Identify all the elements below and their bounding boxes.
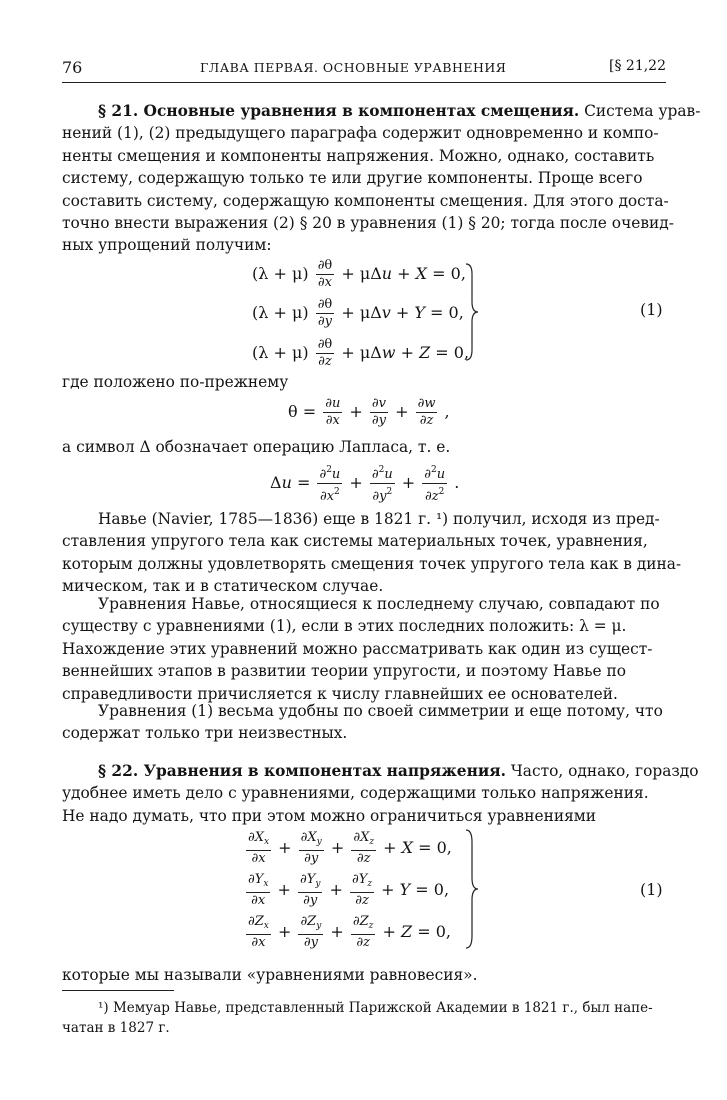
laplace-intro [62, 436, 666, 458]
text-line: составить систему, содержащую компоненты смещения. Для этого доста- [62, 191, 669, 210]
section22-first-line [62, 760, 699, 782]
text-line: систему, содержащую только те или другие компоненты. Проще всего [62, 169, 643, 188]
text-line: существу с уравнениями (1), если в этих последних положить: λ = μ. [62, 617, 627, 636]
text-line: Система урав- [584, 102, 701, 120]
text-line: содержат только три неизвестных. [62, 724, 348, 743]
text-line: ставления упругого тела как системы материальных точек, уравнения, [62, 532, 648, 551]
equation-number: (1) [640, 300, 663, 319]
text-line: удобнее иметь дело с уравнениями, содержащими только напряжения. [62, 784, 649, 803]
text-line: где положено по-прежнему [62, 373, 289, 391]
text-line: Уравнения (1) весьма удобны по своей симметрии и еще потому, что [98, 702, 663, 720]
text-line: нений (1), (2) предыдущего параграфа содержит одновременно и компо- [62, 124, 659, 143]
laplace-definition: Δu = $\frac{\partial^2u}{\partial x^2}$ + $\frac{\partial^2u}{\partial y^2}$ + $\frac{\partial^2u}{\partial z^2}$ . [270, 462, 459, 505]
text-line: ных упрощений получим: [62, 236, 272, 255]
footnote-rule [62, 990, 174, 991]
footnote [62, 998, 666, 1038]
section22-intro [62, 760, 699, 827]
equilibrium-row-x: $\frac{\partial X_x}{\partial x}$ + $\frac{\partial X_y}{\partial y}$ + $\frac{\partial X_z}{\partial z}$ + X = 0, [248, 830, 452, 866]
text-line: ненты смещения и компоненты напряжения. Можно, однако, составить [62, 146, 655, 165]
text-line: которым должны удовлетворять смещения точек упругого тела как в дина- [62, 554, 682, 573]
text-line: Часто, однако, гораздо [510, 762, 699, 780]
running-title: ГЛАВА ПЕРВАЯ. ОСНОВНЫЕ УРАВНЕНИЯ [200, 60, 507, 75]
right-brace-icon [462, 262, 482, 362]
header-rule [62, 82, 666, 83]
text-line: веннейших этапов в развитии теории упругости, и поэтому Навье по [62, 662, 627, 681]
where-line [62, 371, 666, 393]
text-line: мическом, так и в статическом случае. [62, 577, 384, 596]
text-line: точно внести выражения (2) § 20 в уравнения (1) § 20; тогда после очевид- [62, 214, 674, 233]
section21-intro [62, 100, 701, 257]
theta-definition: θ = $\frac{\partial u}{\partial x}$ + $\frac{\partial v}{\partial y}$ + $\frac{\partial w}{\partial z}$ , [288, 396, 450, 428]
equation-row-x: (λ + μ) $\frac{\partial\theta}{\partial x}$ + μΔu + X = 0, [252, 258, 466, 290]
equation-number: (1) [640, 880, 663, 899]
equilibrium-row-z: $\frac{\partial Z_x}{\partial x}$ + $\frac{\partial Z_y}{\partial y}$ + $\frac{\partial Z_z}{\partial z}$ + Z = 0, [248, 914, 451, 950]
text-line: Не надо думать, что при этом можно ограничиться уравнениями [62, 806, 597, 825]
text-line: справедливости причисляется к числу главнейших ее основателей. [62, 684, 618, 703]
equation-row-y: (λ + μ) $\frac{\partial\theta}{\partial y}$ + μΔv + Y = 0, [252, 297, 464, 329]
equilibrium-row-y: $\frac{\partial Y_x}{\partial x}$ + $\frac{\partial Y_y}{\partial y}$ + $\frac{\partial Y_z}{\partial z}$ + Y = 0, [248, 872, 450, 908]
symmetry-paragraph [62, 700, 666, 745]
section-reference: [§ 21,22 [609, 58, 666, 74]
page-number: 76 [62, 58, 83, 77]
section21-first-line [62, 100, 701, 122]
navier-paragraph-2 [62, 593, 666, 705]
section21-title: § 21. Основные уравнения в компонентах смещения. [98, 102, 580, 120]
text-line: а символ Δ обозначает операцию Лапласа, т. е. [62, 438, 451, 456]
section22-title: § 22. Уравнения в компонентах напряжения. [98, 762, 506, 780]
navier-paragraph [62, 508, 682, 598]
text-line: Уравнения Навье, относящиеся к последнему случаю, совпадают по [98, 595, 660, 613]
equation-row-z: (λ + μ) $\frac{\partial\theta}{\partial z}$ + μΔw + Z = 0, [252, 337, 470, 369]
text-line: которые мы называли «уравнениями равновесия». [62, 966, 478, 984]
page-header [62, 58, 666, 82]
text-line: Нахождение этих уравнений можно рассматривать как один из сущест- [62, 639, 653, 658]
footnote-line: чатан в 1827 г. [62, 1020, 170, 1036]
text-line: Навье (Navier, 1785—1836) еще в 1821 г. ¹) получил, исходя из пред- [98, 510, 660, 528]
equilibrium-caption [62, 964, 666, 986]
right-brace-icon [462, 828, 482, 950]
footnote-line: ¹) Мемуар Навье, представленный Парижской Академии в 1821 г., был напе- [98, 1000, 653, 1016]
